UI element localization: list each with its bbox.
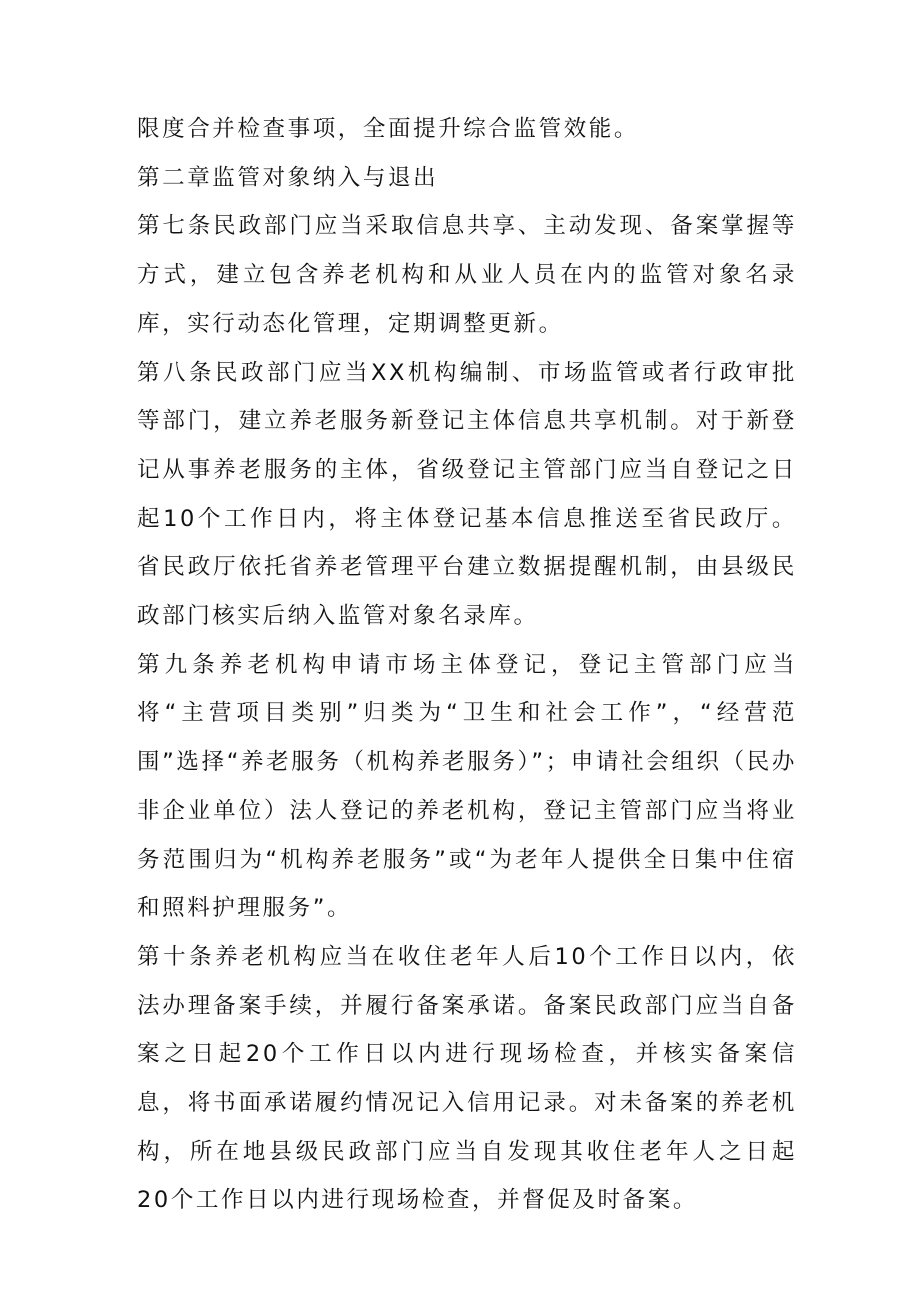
article-9: 第九条养老机构申请市场主体登记，登记主管部门应当将“主营项目类别”归类为“卫生和社会工作”，“经营范围”选择“养老服务（机构养老服务）”；申请社会组织（民办非企业单位）法人登记的养老机构，登记主管部门应当将业务范围归为“机构养老服务”或“为老年人提供全日集中住宿和照料护理服务”。 xyxy=(137,651,797,922)
paragraph-continuation: 限度合并检查事项，全面提升综合监管效能。 xyxy=(137,116,640,142)
article-8: 第八条民政部门应当XX机构编制、市场监管或者行政审批等部门，建立养老服务新登记主体信息共享机制。对于新登记从事养老服务的主体，省级登记主管部门应当自登记之日起10个工作日内，将主体登记基本信息推送至省民政厅。省民政厅依托省养老管理平台建立数据提醒机制，由县级民政部门核实后纳入监管对象名录库。 xyxy=(137,359,797,630)
article-10: 第十条养老机构应当在收住老年人后10个工作日以内，依法办理备案手续，并履行备案承诺。备案民政部门应当自备案之日起20个工作日以内进行现场检查，并核实备案信息，将书面承诺履约情况记入信用记录。对未备案的养老机构，所在地县级民政部门应当自发现其收住老年人之日起20个工作日以内进行现场检查，并督促及时备案。 xyxy=(137,943,797,1214)
chapter-heading: 第二章监管对象纳入与退出 xyxy=(137,164,439,191)
document-body xyxy=(137,105,797,1225)
article-7: 第七条民政部门应当采取信息共享、主动发现、备案掌握等方式，建立包含养老机构和从业人员在内的监管对象名录库，实行动态化管理，定期调整更新。 xyxy=(137,213,797,337)
